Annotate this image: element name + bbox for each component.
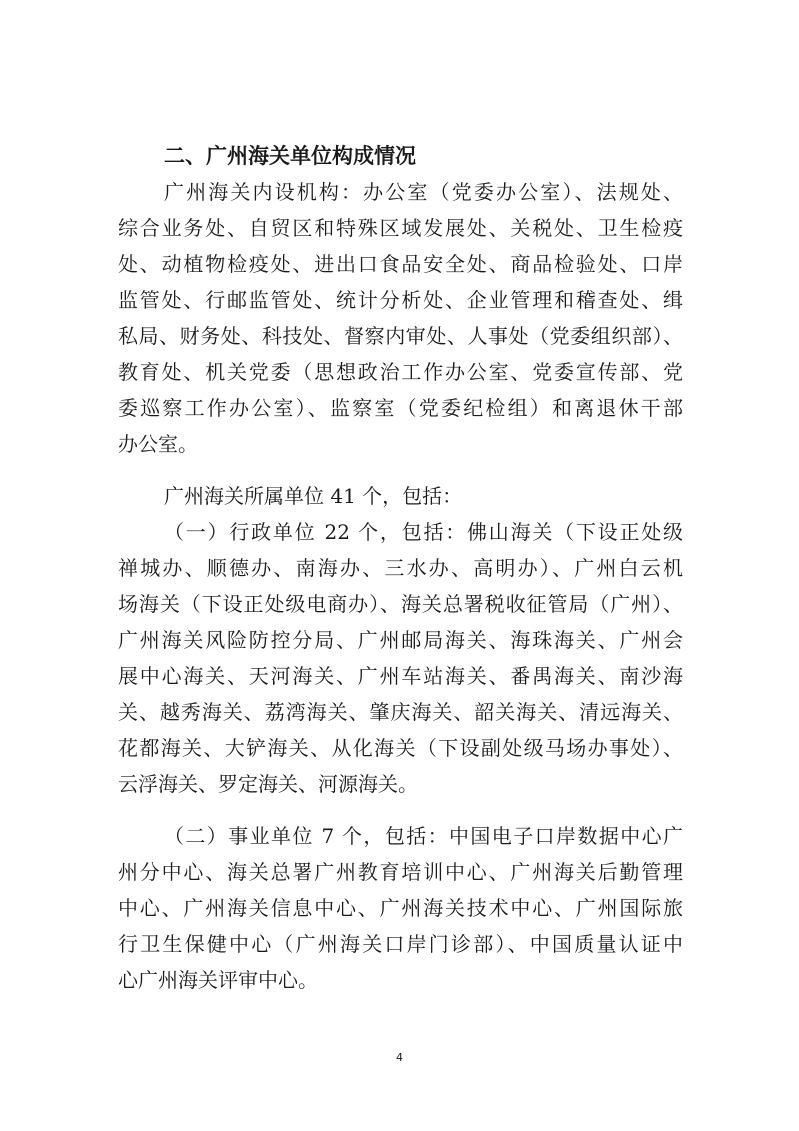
body-line: 委巡察工作办公室）、监察室（党委纪检组）和离退休干部 [118, 396, 683, 420]
body-line: 关、越秀海关、荔湾海关、肇庆海关、韶关海关、清远海关、 [118, 700, 683, 724]
body-line: 展中心海关、天河海关、广州车站海关、番禺海关、南沙海 [118, 664, 683, 688]
body-line: 广州海关内设机构：办公室（党委办公室）、法规处、 [164, 180, 683, 204]
body-line: 监管处、行邮监管处、统计分析处、企业管理和稽查处、缉 [118, 288, 683, 312]
body-line: 禅城办、顺德办、南海办、三水办、高明办）、广州白云机 [118, 556, 683, 580]
body-line: 处、动植物检疫处、进出口食品安全处、商品检验处、口岸 [118, 252, 683, 276]
body-line: 教育处、机关党委（思想政治工作办公室、党委宣传部、党 [118, 360, 683, 384]
page-number: 4 [396, 1051, 403, 1064]
body-line: 综合业务处、自贸区和特殊区域发展处、关税处、卫生检疫 [118, 216, 683, 240]
body-line: （二）事业单位 7 个，包括：中国电子口岸数据中心广 [164, 824, 683, 848]
body-line: 州分中心、海关总署广州教育培训中心、广州海关后勤管理 [118, 860, 683, 884]
body-line: 中心、广州海关信息中心、广州海关技术中心、广州国际旅 [118, 896, 683, 920]
body-line: 办公室。 [118, 432, 198, 456]
body-line: 私局、财务处、科技处、督察内审处、人事处（党委组织部）、 [118, 324, 683, 348]
body-line: 场海关（下设正处级电商办）、海关总署税收征管局（广州）、 [118, 592, 683, 616]
body-line: （一）行政单位 22 个，包括：佛山海关（下设正处级 [164, 520, 683, 544]
body-line: 云浮海关、罗定海关、河源海关。 [118, 772, 418, 796]
body-line: 花都海关、大铲海关、从化海关（下设副处级马场办事处）、 [118, 736, 683, 760]
body-line: 广州海关所属单位 41 个，包括： [164, 484, 463, 508]
body-line: 心广州海关评审中心。 [118, 968, 318, 992]
section-heading: 二、广州海关单位构成情况 [164, 144, 416, 168]
body-line: 行卫生保健中心（广州海关口岸门诊部）、中国质量认证中 [118, 932, 683, 956]
body-line: 广州海关风险防控分局、广州邮局海关、海珠海关、广州会 [118, 628, 683, 652]
